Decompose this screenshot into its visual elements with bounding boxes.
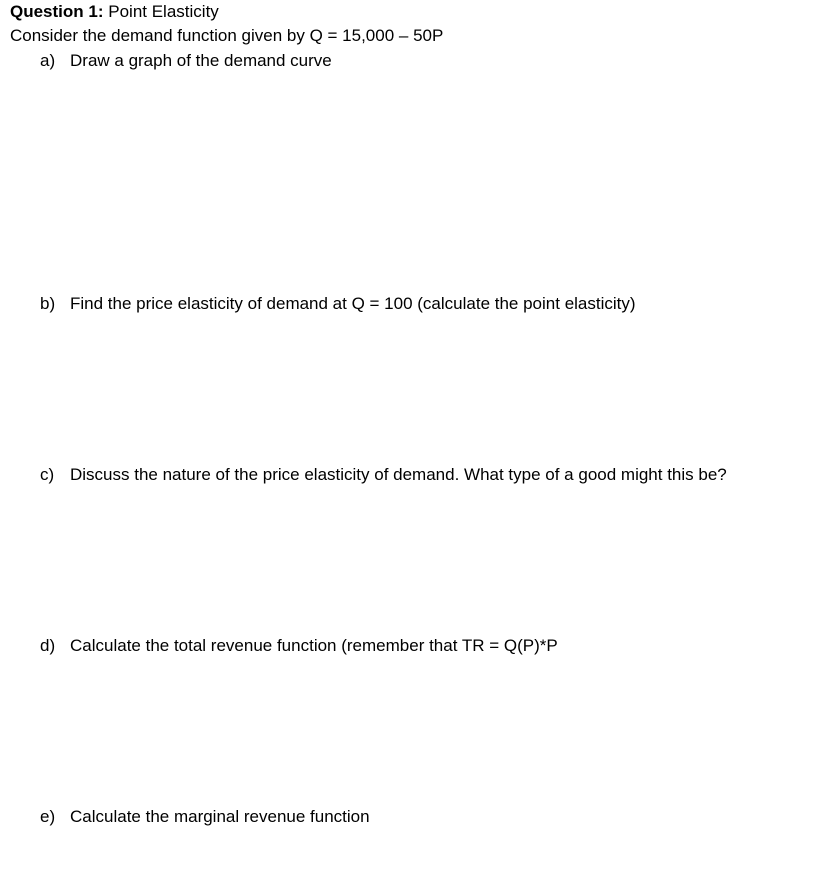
part-d-letter: d) xyxy=(40,636,56,655)
part-a-letter: a) xyxy=(40,51,56,70)
part-c xyxy=(40,464,727,486)
part-e-letter: e) xyxy=(40,807,56,826)
part-a-text: Draw a graph of the demand curve xyxy=(70,51,332,70)
question-title: Point Elasticity xyxy=(108,2,219,21)
part-b-letter: b) xyxy=(40,294,56,313)
part-c-letter: c) xyxy=(40,465,55,484)
part-d xyxy=(40,635,558,657)
part-e-text: Calculate the marginal revenue function xyxy=(70,807,370,826)
question-intro: Consider the demand function given by Q = 15,000 – 50P xyxy=(10,26,444,45)
part-b xyxy=(40,293,636,315)
part-a xyxy=(40,50,332,72)
part-e xyxy=(40,806,370,828)
question-heading xyxy=(10,1,219,23)
part-c-text: Discuss the nature of the price elasticity of demand. What type of a good might this be? xyxy=(70,465,727,484)
question-label: Question 1: xyxy=(10,2,104,21)
part-b-text: Find the price elasticity of demand at Q = 100 (calculate the point elasticity) xyxy=(70,294,636,313)
part-d-text: Calculate the total revenue function (remember that TR = Q(P)*P xyxy=(70,636,558,655)
